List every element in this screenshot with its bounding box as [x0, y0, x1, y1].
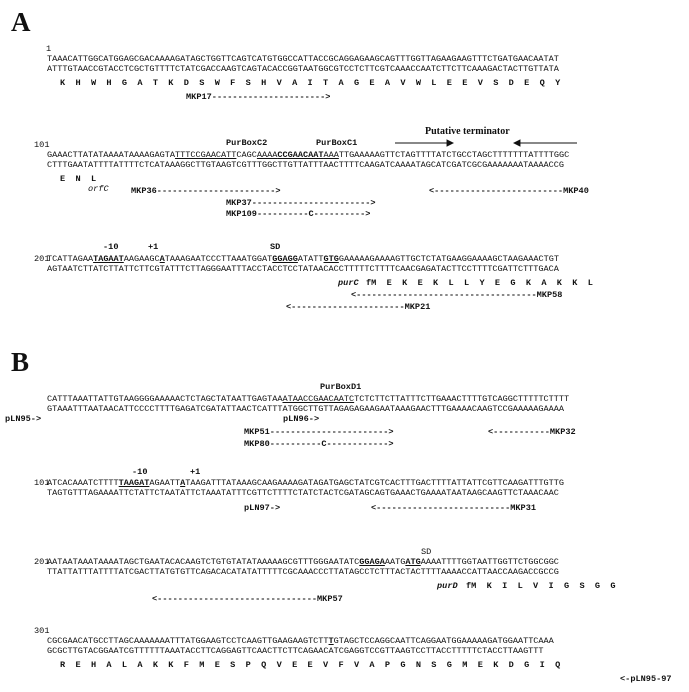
- gene-label-purc: purC: [338, 278, 359, 288]
- purbox-d1-label: PurBoxD1: [320, 382, 362, 392]
- plus1-label: +1: [190, 467, 201, 477]
- marked-base: T: [328, 636, 334, 646]
- primer-mkp31: <--------------------------MKP31: [371, 503, 537, 513]
- position-number: 201: [34, 254, 50, 264]
- sequence-bottom-strand: TTATTATTTATTTTATCGACTTATGTGTTCAGACACATATATTTTTCGCAAACCCTTATAGCCTCTTTACTACTTTTAAAACCATTAACCAAGACCGCCG: [47, 567, 559, 577]
- sequence-bottom-strand: ATTTGTAACCGTACCTCGCTGTTTTCTATCGACCAAGTCAGTACACCGGTAATGGCGTCCTCTTCGTCAAACCAATCTTCTTCAAAGACTACTTGTTATA: [47, 64, 559, 74]
- panel-label-a: A: [11, 7, 31, 37]
- sequence-top-strand: GAAACTTATATAAAATAAAAGAGTATTTCCGAACATTCAGCAAAACCGAACAATAAATTGAAAAAGTTCTAGTTTTATCTGCCTAGCTTTTTTTATTTTGGC: [47, 150, 570, 160]
- gene-label-purd: purD: [437, 581, 458, 591]
- amino-acid-translation: fM K I L V I G S G G: [466, 581, 616, 591]
- primer-pln95-97: <-pLN95-97: [620, 674, 672, 684]
- sequence-top-strand: CGCGAACATGCCTTAGCAAAAAAATTTATGGAAGTCCTCAAGTTGAAGAAGTCTTTGTAGCTCCAGGCAATTCAGGAATGGAAAAAGATGGAATTCAAA: [47, 636, 554, 646]
- shine-dalgarno: GGAGA: [359, 557, 385, 567]
- purbox-c2-label: PurBoxC2: [226, 138, 268, 148]
- sequence-top-strand: CATTTAAATTATTGTAAGGGGAAAAACTCTAGCTATAATTGAGTAAATAACCGAACAATCTCTCTTCTTATTTCTTGAAACTTTTGTCAGGCTTTTTCTTTT: [47, 394, 570, 404]
- position-number: 201: [34, 557, 50, 567]
- gene-label-orfc: orfC: [88, 184, 109, 194]
- sequence-bottom-strand: AGTAATCTTATCTTATTCTTCGTATTTCTTAGGGAATTTACCTACCTCCTATAACACCTTTTTCTTTTCAACGAGATACTTCCTTTTCGATTCTTTGACA: [47, 264, 559, 274]
- primer-pln97: pLN97->: [244, 503, 281, 513]
- purbox-c1-label: PurBoxC1: [316, 138, 358, 148]
- transcription-start: A: [180, 478, 186, 488]
- minus10-label: -10: [132, 467, 148, 477]
- amino-acid-translation: R E H A L A K K F M E S P Q V E E V F V A P G N S G M E K D G I Q: [60, 660, 561, 670]
- position-number: 1: [46, 44, 52, 54]
- sd-label: SD: [421, 547, 432, 557]
- purbox-d1-site: ATAACCGAACAATC: [282, 394, 355, 404]
- primer-mkp109: MKP109----------C---------->: [226, 209, 371, 219]
- sd-label: SD: [270, 242, 281, 252]
- sequence-bottom-strand: GCGCTTGTACGGAATCGTTTTTTAAATACCTTCAGGAGTTCAACTTCTTCAGAACATCGAGGTCCGTTAAGTCCTTACCTTTTTCTACCTTAAGTTT: [47, 646, 544, 656]
- start-codon: GTG: [323, 254, 339, 264]
- primer-mkp58: <-----------------------------------MKP58: [351, 290, 563, 300]
- amino-acid-translation: fM E K E K L L Y E G K A K K L: [366, 278, 593, 288]
- primer-mkp21: <----------------------MKP21: [286, 302, 431, 312]
- sequence-bottom-strand: CTTTGAATATTTTATTTTCTCATAAAGGCTTGTAAGTCGTTTGGCTTGTTATTTAACTTTTCAAGATCAAAATAGCATCGATCGCGAAAAAAATAAAACCG: [47, 160, 565, 170]
- transcription-start: A: [159, 254, 165, 264]
- primer-pln95: pLN95->: [5, 414, 42, 424]
- panel-label-b: B: [11, 347, 30, 377]
- primer-mkp32: <-----------MKP32: [488, 427, 576, 437]
- primer-mkp36: MKP36----------------------->: [131, 186, 281, 196]
- position-number: 301: [34, 626, 50, 636]
- sequence-top-strand: AATAATAAATAAAATAGCTGAATACACAAGTCTGTGTATATAAAAAGCGTTTGGGAATATCGGAGAAATGATGAAAATTTTGGTAATTGGTTCTGGCGGC: [47, 557, 559, 567]
- purbox-c1-site: AAAACCGAACAATAAA: [256, 150, 339, 160]
- sequence-top-strand: ATCACAAATCTTTTTAAGATAGAATTATAAGATTTATAAAGCAAGAAAAGATAGATGAGCTATCGTCACTTTGACTTTTATTATTCGTTCAAGATTTGTTG: [47, 478, 565, 488]
- shine-dalgarno: GGAGG: [272, 254, 298, 264]
- primer-pln96: pLN96->: [283, 414, 320, 424]
- minus10-box: TAAGAT: [118, 478, 150, 488]
- primer-mkp40: <-------------------------MKP40: [429, 186, 589, 196]
- purbox-c2-site: TTTCCGAACATT: [174, 150, 237, 160]
- minus10-label: -10: [103, 242, 119, 252]
- sequence-bottom-strand: GTAAATTTAATAACATTCCCCTTTTGAGATCGATATTAACTCATTTATGGCTTGTTAGAGAGAAGAATAAAGAACTTTGAAAACAAGTCCGAAAAAGAAAA: [47, 404, 565, 414]
- amino-acid-translation: E N L: [60, 174, 97, 184]
- amino-acid-translation: K H W H G A T K D S W F S H V A I T A G E A V W L E E V S D E Q Y: [60, 78, 561, 88]
- sequence-top-strand: TAAACATTGGCATGGAGCGACAAAAGATAGCTGGTTCAGTCATGTGGCCATTACCGCAGGAGAAGCAGTTTGGTTAGAAGAAGTTTCTGATGAACAATAT: [47, 54, 559, 64]
- sequence-top-strand: TCATTAGAATAGAATAAGAAGCATAAAGAATCCCTTAAATGGATGGAGGATATTGTGGAAAAAGAAAAGTTGCTCTATGAAGGAAAAGCTAAGAAACTGT: [47, 254, 559, 264]
- sequence-bottom-strand: TAGTGTTTAGAAAATTCTATTCTAATATTCTAAATATTTCGTTCTTTTCTATCTACTCGATAGCAGTGAAACTGAAAATAATAAGCAAGTTCTAAACAAC: [47, 488, 559, 498]
- primer-mkp37: MKP37----------------------->: [226, 198, 376, 208]
- minus10-box: TAGAAT: [93, 254, 124, 264]
- position-number: 101: [34, 140, 50, 150]
- primer-mkp51: MKP51----------------------->: [244, 427, 394, 437]
- primer-mkp57: <-------------------------------MKP57: [152, 594, 343, 604]
- plus1-label: +1: [148, 242, 159, 252]
- position-number: 101: [34, 478, 50, 488]
- primer-mkp80: MKP80----------C------------>: [244, 439, 394, 449]
- putative-terminator-label: Putative terminator: [425, 126, 510, 137]
- primer-mkp17: MKP17---------------------->: [186, 92, 331, 102]
- start-codon: ATG: [405, 557, 421, 567]
